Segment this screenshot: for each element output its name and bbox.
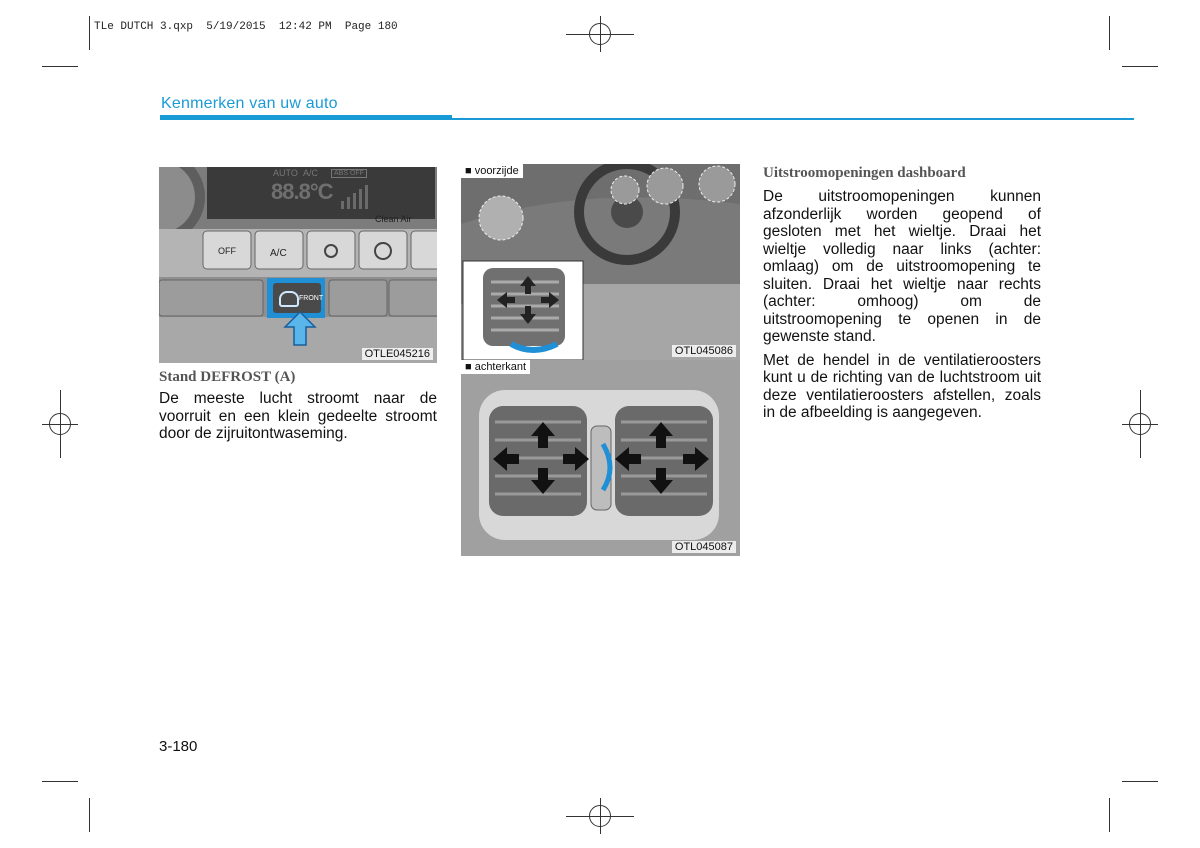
crop-mark	[1109, 798, 1110, 832]
vents-paragraph-1: De uitstroomopeningen kunnen afzonderlijk worden geopend of gesloten met het wieltje. Draai het wieltje volledig naar links (achter: omlaag) om de uitstroomopening te sluiten. Draai het wieltje naar rechts (achter: omhoog) om de uitstroomopening te openen in de gewenste stand.	[763, 188, 1041, 345]
figure-code: OTL045086	[672, 345, 736, 357]
front-vent-figure	[461, 164, 740, 360]
registration-mark-right	[1122, 390, 1158, 458]
header-rule	[160, 115, 452, 120]
figure-tag: ■ voorzijde	[461, 164, 523, 178]
registration-mark-bottom	[566, 798, 634, 834]
crop-mark	[1122, 66, 1158, 67]
display-temp: 88.8°C	[271, 179, 333, 204]
vents-heading: Uitstroomopeningen dashboard	[763, 165, 966, 181]
front-vent-illustration	[461, 164, 740, 360]
crop-mark	[42, 781, 78, 782]
rear-vent-figure	[461, 360, 740, 556]
crop-mark	[89, 798, 90, 832]
crop-mark	[42, 66, 78, 67]
crop-mark	[1122, 781, 1158, 782]
figure-tag: ■ achterkant	[461, 360, 530, 374]
defrost-heading: Stand DEFROST (A)	[159, 369, 296, 385]
display-clean-air: Clean Air	[375, 214, 412, 224]
header-rule-thin	[452, 118, 1134, 120]
vents-body	[763, 188, 1041, 428]
display-auto: AUTO	[273, 168, 298, 178]
registration-mark-top	[566, 16, 634, 52]
display-abs-off: ABS OFF	[331, 169, 367, 178]
front-defrost-label: FRONT	[299, 295, 324, 302]
defrost-body	[159, 390, 437, 449]
figure-code: OTLE045216	[362, 348, 433, 360]
vents-paragraph-2: Met de hendel in de ventilatieroosters kunt u de richting van de luchtstroom uit deze ventilatieroosters afstellen, zoals in de afbeelding is aangegeven.	[763, 351, 1041, 421]
defrost-icon	[279, 291, 299, 307]
defrost-control-figure	[159, 167, 437, 363]
registration-mark-left	[42, 390, 78, 458]
section-header: Kenmerken van uw auto	[161, 95, 338, 112]
crop-mark	[1109, 16, 1110, 50]
defrost-paragraph: De meeste lucht stroomt naar de voorruit en een klein gedeelte stroomt door de zijruitontwaseming.	[159, 390, 437, 442]
off-button-label: OFF	[218, 246, 236, 256]
page-number: 3-180	[159, 738, 198, 755]
print-slug: TLe DUTCH 3.qxp 5/19/2015 12:42 PM Page 180	[94, 21, 398, 33]
rear-vent-illustration	[461, 360, 740, 556]
figure-code: OTL045087	[672, 541, 736, 553]
ac-button-label: A/C	[270, 248, 287, 259]
display-ac: A/C	[303, 168, 319, 178]
crop-mark	[89, 16, 90, 50]
